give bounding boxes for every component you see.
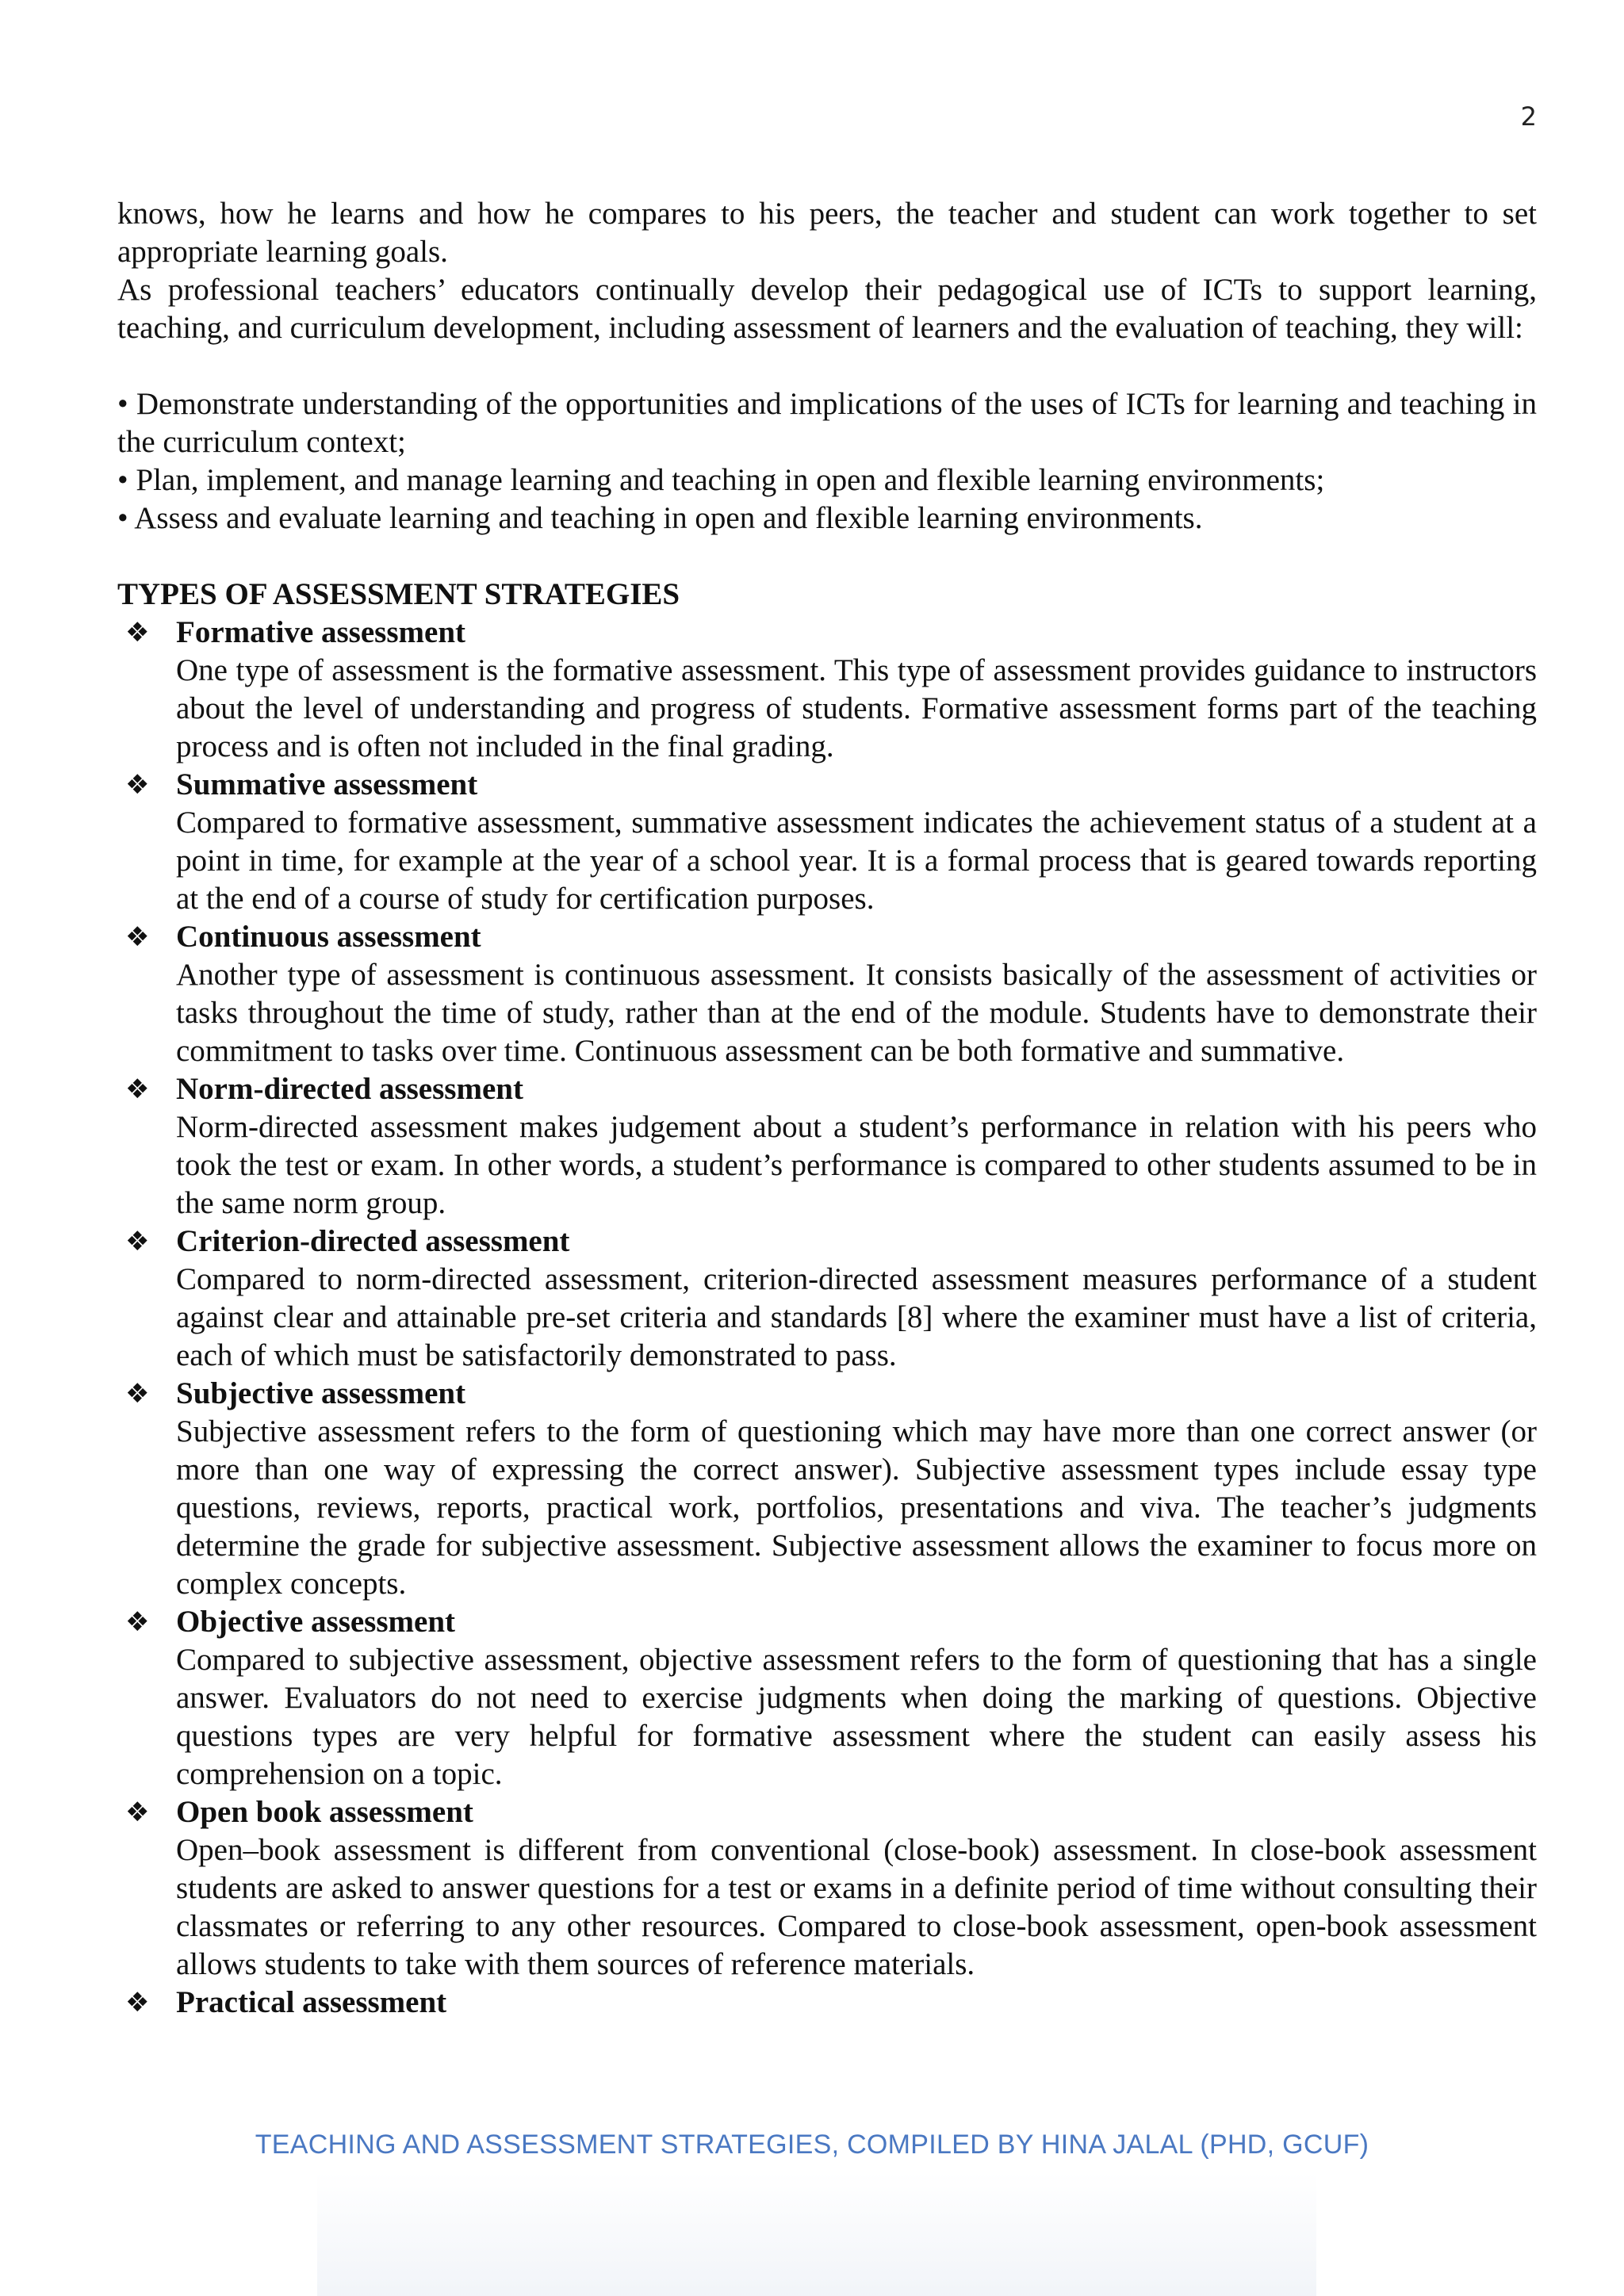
ict-bullet-item: • Plan, implement, and manage learning and teaching in open and flexible learning environments; [117, 463, 1325, 497]
assessment-type-item [117, 1223, 1537, 1375]
intro-paragraph-ict: As professional teachers’ educators continually develop their pedagogical use of ICTs to support learning, teaching, and curriculum development, including assessment of learners and the evaluation of teaching, they will: [117, 273, 1537, 345]
assessment-type-title: Formative assessment [176, 615, 465, 649]
assessment-types-list [117, 614, 1537, 2022]
assessment-type-title: Continuous assessment [176, 920, 481, 954]
assessment-type-title: Summative assessment [176, 767, 478, 802]
diamond-bullet-icon: ❖ [125, 1606, 150, 1638]
page-footer: TEACHING AND ASSESSMENT STRATEGIES, COMPILED BY HINA JALAL (PHD, GCUF) [255, 2130, 1369, 2160]
assessment-type-title: Criterion-directed assessment [176, 1224, 570, 1258]
assessment-type-item [117, 1375, 1537, 1603]
diamond-bullet-icon: ❖ [125, 1073, 150, 1105]
diamond-bullet-icon: ❖ [125, 1378, 150, 1410]
diamond-bullet-icon: ❖ [125, 769, 150, 801]
assessment-type-description: Open–book assessment is different from conventional (close-book) assessment. In close-book assessment students are asked to answer questions for a test or exams in a definite period of time without consulting their classmates or referring to any other resources. Compared to close-book assessment, open-book assessment allows students to take with them sources of reference materials. [176, 1833, 1537, 1981]
assessment-type-item [117, 1793, 1537, 1984]
ict-bullet-item: • Assess and evaluate learning and teaching in open and flexible learning environments. [117, 501, 1203, 535]
assessment-type-item [117, 1984, 1537, 2022]
diamond-bullet-icon: ❖ [125, 617, 150, 649]
assessment-type-description: Compared to norm-directed assessment, criterion-directed assessment measures performance of a student against clear and attainable pre-set criteria and standards [8] where the examiner must have a list of criteria, each of which must be satisfactorily demonstrated to pass. [176, 1262, 1537, 1372]
document-body [117, 195, 1537, 2022]
assessment-type-title: Subjective assessment [176, 1376, 466, 1410]
assessment-type-description: Subjective assessment refers to the form of questioning which may have more than one correct answer (or more than one way of expressing the correct answer). Subjective assessment types include essay type questions, reviews, reports, practical work, portfolios, presentations and viva. The teacher’s judgments determine the grade for subjective assessment. Subjective assessment allows the examiner to focus more on complex concepts. [176, 1414, 1537, 1601]
paragraph-spacer [117, 347, 1537, 385]
paragraph-spacer [117, 538, 1537, 576]
assessment-type-description: One type of assessment is the formative assessment. This type of assessment provides guidance to instructors about the level of understanding and progress of students. Formative assessment forms part of the teaching process and is often not included in the final grading. [176, 653, 1537, 763]
assessment-type-title: Open book assessment [176, 1795, 473, 1829]
assessment-type-title: Norm-directed assessment [176, 1072, 523, 1106]
diamond-bullet-icon: ❖ [125, 1987, 150, 2019]
assessment-type-description: Compared to subjective assessment, objective assessment refers to the form of questioning that has a single answer. Evaluators do not need to exercise judgments when doing the marking of questions. Objective questions types are very helpful for formative assessment where the student can easily assess his comprehension on a topic. [176, 1643, 1537, 1791]
assessment-type-title: Objective assessment [176, 1605, 456, 1639]
ict-bullet-item: • Demonstrate understanding of the opportunities and implications of the uses of ICTs for learning and teaching in the curriculum context; [117, 387, 1537, 459]
section-heading: TYPES OF ASSESSMENT STRATEGIES [117, 577, 680, 611]
assessment-type-description: Compared to formative assessment, summative assessment indicates the achievement status of a student at a point in time, for example at the year of a school year. It is a formal process that is geared towards reporting at the end of a course of study for certification purposes. [176, 806, 1537, 916]
assessment-type-item [117, 1603, 1537, 1793]
diamond-bullet-icon: ❖ [125, 1797, 150, 1828]
scan-shadow-decoration [317, 2172, 1316, 2296]
diamond-bullet-icon: ❖ [125, 1226, 150, 1257]
assessment-type-title: Practical assessment [176, 1985, 447, 2019]
diamond-bullet-icon: ❖ [125, 921, 150, 953]
assessment-type-item [117, 766, 1537, 918]
assessment-type-description: Norm-directed assessment makes judgement about a student’s performance in relation with his peers who took the test or exam. In other words, a student’s performance is compared to other students assumed to be in the same norm group. [176, 1110, 1537, 1220]
assessment-type-item [117, 1070, 1537, 1223]
intro-paragraph-continued: knows, how he learns and how he compares to his peers, the teacher and student can work together to set appropriate learning goals. [117, 197, 1537, 269]
assessment-type-item [117, 918, 1537, 1070]
assessment-type-item [117, 614, 1537, 766]
page-number: 2 [1520, 101, 1537, 132]
assessment-type-description: Another type of assessment is continuous assessment. It consists basically of the assessment of activities or tasks throughout the time of study, rather than at the end of the module. Students have to demonstrate their commitment to tasks over time. Continuous assessment can be both formative and summative. [176, 958, 1537, 1068]
